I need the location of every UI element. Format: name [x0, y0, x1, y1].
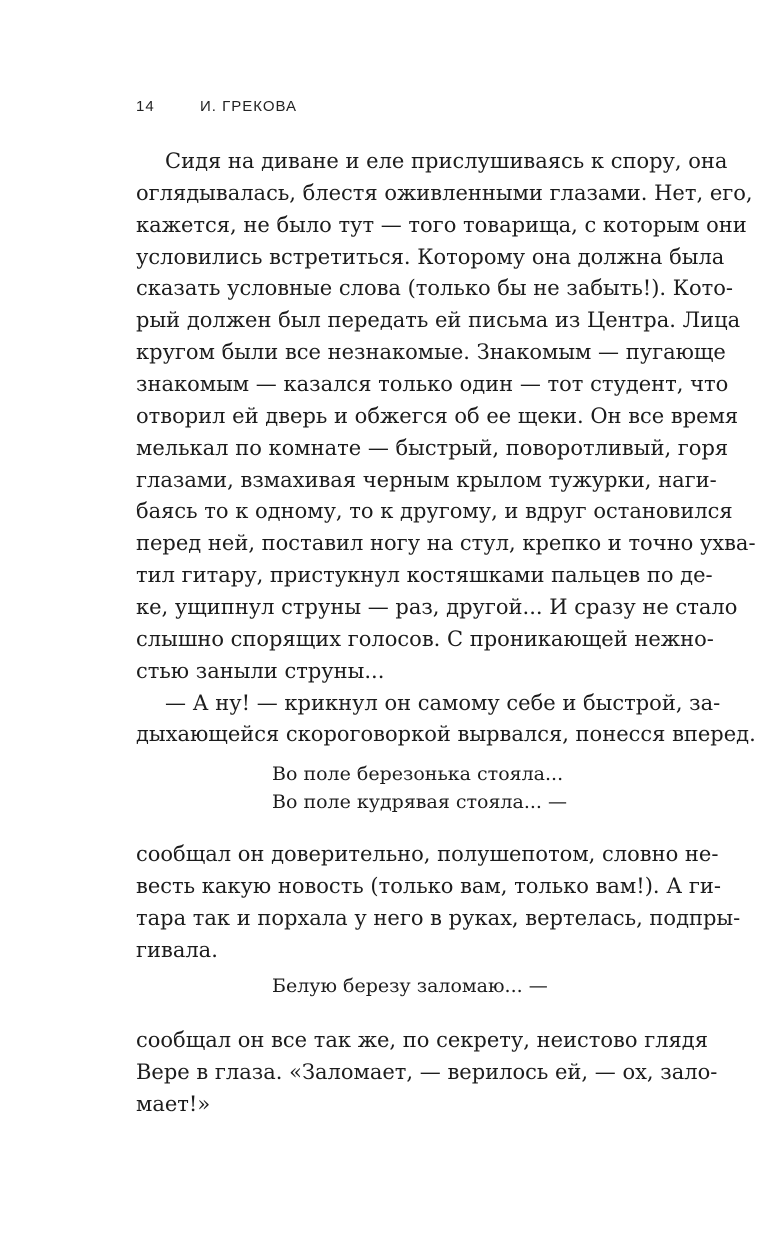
text-line: — А ну! — крикнул он самому себе и быстрой, за- [165, 691, 721, 715]
text-line: гивала. [136, 938, 218, 962]
text-line: оглядывалась, блестя оживленными глазами. Нет, его, [136, 181, 753, 205]
text-line: баясь то к одному, то к другому, и вдруг остановился [136, 499, 733, 523]
text-line: сообщал он доверительно, полушепотом, словно не- [136, 842, 719, 866]
text-line: весть какую новость (только вам, только вам!). А ги- [136, 874, 721, 898]
text-line: Сидя на диване и еле прислушиваясь к спору, она [165, 149, 728, 173]
text-line: отворил ей дверь и обжегся об ее щеки. Он все время [136, 404, 739, 428]
text-line: сообщал он все так же, по секрету, неистово глядя [136, 1028, 708, 1052]
verse-line: Во поле березонька стояла... [272, 763, 564, 785]
verse-line: Во поле кудрявая стояла... — [272, 791, 567, 813]
page-number: 14 [136, 98, 155, 115]
text-line: условились встретиться. Которому она должна была [136, 245, 725, 269]
text-line: тара так и порхала у него в руках, вертелась, подпры- [136, 906, 741, 930]
text-line: сказать условные слова (только бы не забыть!). Кото- [136, 276, 734, 300]
text-line: кругом были все незнакомые. Знакомым — пугающе [136, 340, 726, 364]
text-line: Вере в глаза. «Заломает, — верилось ей, — ох, зало- [136, 1060, 718, 1084]
text-line: стью заныли струны... [136, 659, 385, 683]
text-line: перед ней, поставил ногу на стул, крепко и точно ухва- [136, 531, 756, 555]
text-line: мает!» [136, 1092, 211, 1116]
author-name: И. ГРЕКОВА [200, 98, 297, 115]
text-line: слышно спорящих голосов. С проникающей нежно- [136, 627, 714, 651]
text-line: мелькал по комнате — быстрый, поворотливый, горя [136, 436, 729, 460]
text-line: рый должен был передать ей письма из Центра. Лица [136, 308, 741, 332]
text-line: тил гитару, пристукнул костяшками пальцев по де- [136, 563, 713, 587]
text-line: ке, ущипнул струны — раз, другой... И сразу не стало [136, 595, 738, 619]
text-line: глазами, взмахивая черным крылом тужурки, наги- [136, 468, 717, 492]
text-line: кажется, не было тут — того товарища, с которым они [136, 213, 747, 237]
text-line: знакомым — казался только один — тот студент, что [136, 372, 729, 396]
text-line: дыхающейся скороговоркой вырвался, понесся вперед. [136, 722, 756, 746]
verse-line: Белую березу заломаю... — [272, 975, 548, 997]
